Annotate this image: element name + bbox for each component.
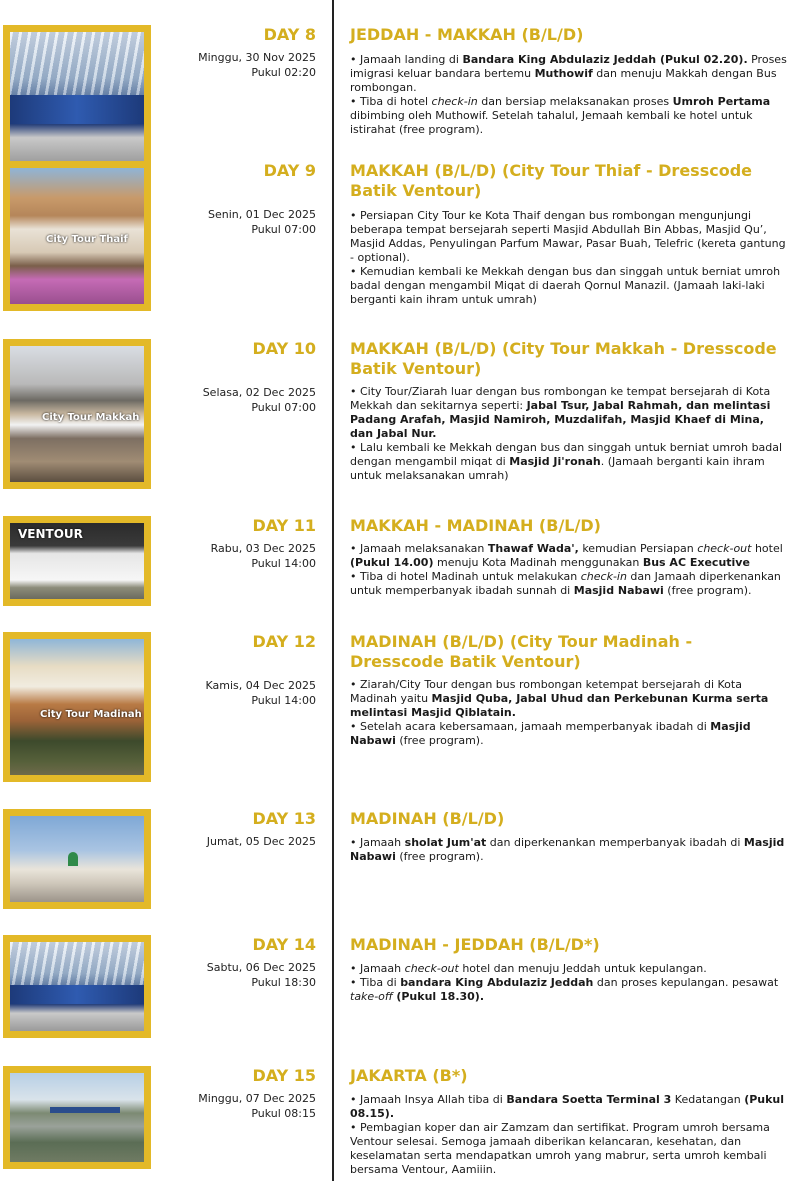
date-text: Sabtu, 06 Dec 2025 — [206, 961, 316, 974]
text-run: Thawaf Wada', — [487, 542, 579, 555]
bullet-point — [350, 570, 790, 598]
bullet-point — [350, 542, 790, 570]
day-9-photo-frame — [3, 161, 151, 311]
text-run: hotel — [751, 542, 783, 555]
day-10-photo-frame — [3, 339, 151, 489]
text-run: • Jamaah melaksanakan — [350, 542, 488, 555]
text-run: dan menuju Makkah dengan Bus rombongan. — [350, 67, 777, 94]
text-run: Masjid Nabawi — [350, 836, 785, 863]
date-text: Senin, 01 Dec 2025 — [207, 208, 316, 221]
day-description — [350, 53, 790, 137]
text-run: Masjid Nabawi — [350, 720, 751, 747]
text-run: • Kemudian kembali ke Mekkah dengan bus dan singgah untuk berniat umroh badal dengan mengambil Miqat di daerah Qornul Manazil. (Jamaah laki-laki berganti kain ihram untuk umrah) — [350, 265, 781, 306]
city-tour-madinah-image — [10, 639, 144, 775]
day-title: MADINAH (B/L/D) (City Tour Madinah - Dresscode Batik Ventour) — [350, 632, 693, 671]
text-run: Masjid Quba, Jabal Uhud dan Perkebunan Kurma serta melintasi Masjid Qiblatain. — [350, 692, 769, 719]
bullet-point — [350, 1093, 790, 1121]
day-14-photo-frame — [3, 935, 151, 1038]
text-run: • Pembagian koper dan air Zamzam dan sertifikat. Program umroh bersama Ventour selesai. Semoga jamaah diberikan kelancaran, kesehatan, dan keselamatan serta mendapatkan umroh yang mabrur, serta umroh kembali bersama Ventour, Aamiiin. — [350, 1121, 770, 1176]
bullet-point — [350, 265, 790, 307]
text-run: menuju Kota Madinah menggunakan — [433, 556, 643, 569]
text-run: dan bersiap melaksanakan proses — [477, 95, 673, 108]
airport-terminal-image — [10, 942, 144, 1031]
day-12-photo-frame — [3, 632, 151, 782]
time-text: Pukul 14:00 — [251, 694, 316, 707]
soetta-airport-image — [10, 1073, 144, 1162]
date-text: Minggu, 30 Nov 2025 — [198, 51, 316, 64]
timeline-divider — [332, 0, 334, 1181]
text-run: (free program). — [395, 734, 484, 747]
text-run: dan Jamaah diperkenankan untuk memperbanyak ibadah sunnah di — [350, 570, 781, 597]
text-run: (Pukul 08.15). — [350, 1093, 785, 1120]
day-label: DAY 13 — [252, 809, 316, 828]
day-title: MAKKAH - MADINAH (B/L/D) — [350, 516, 601, 535]
text-run: Kedatangan — [671, 1093, 745, 1106]
text-run: sholat Jum'at — [404, 836, 487, 849]
text-run: check-out — [404, 962, 459, 975]
day-description — [350, 962, 790, 1004]
text-run: Bandara Soetta Terminal 3 — [506, 1093, 672, 1106]
bullet-point — [350, 209, 790, 265]
day-label: DAY 8 — [263, 25, 316, 44]
text-run: • Ziarah/City Tour dengan bus rombongan ketempat bersejarah di Kota Madinah yaitu — [350, 678, 742, 705]
date-text: Minggu, 07 Dec 2025 — [198, 1092, 316, 1105]
text-run: Proses imigrasi keluar bandara bertemu — [350, 53, 787, 80]
text-run: Bus AC Executive — [642, 556, 750, 569]
text-run: Masjid Nabawi — [573, 584, 664, 597]
city-tour-thaif-image — [10, 168, 144, 304]
image-caption: City Tour Thaif — [46, 234, 128, 245]
day-label: DAY 12 — [252, 632, 316, 651]
date-text: Kamis, 04 Dec 2025 — [205, 679, 316, 692]
day-date — [205, 678, 316, 708]
time-text: Pukul 14:00 — [251, 557, 316, 570]
day-label: DAY 10 — [252, 339, 316, 358]
image-caption: City Tour Madinah — [40, 709, 142, 720]
day-title: MADINAH (B/L/D) — [350, 809, 505, 828]
day-date — [207, 834, 316, 849]
day-description — [350, 678, 790, 748]
bullet-point — [350, 95, 790, 137]
bullet-point — [350, 976, 790, 1004]
text-run: check-out — [697, 542, 752, 555]
text-run: hotel dan menuju Jeddah untuk kepulangan. — [458, 962, 707, 975]
day-date — [203, 385, 316, 415]
text-run: Muthowif — [534, 67, 593, 80]
bullet-point — [350, 836, 790, 864]
day-8-photo-frame — [3, 25, 151, 171]
text-run: Masjid Ji'ronah — [509, 455, 601, 468]
day-11-photo-frame — [3, 516, 151, 606]
text-run: kemudian Persiapan — [578, 542, 698, 555]
text-run: • City Tour/Ziarah luar dengan bus rombongan ke tempat bersejarah di Kota Mekkah dan sekitarnya seperti: — [350, 385, 771, 412]
time-text: Pukul 08:15 — [251, 1107, 316, 1120]
bullet-point — [350, 385, 790, 441]
text-run: (Pukul 14.00) — [350, 556, 434, 569]
day-label: DAY 14 — [252, 935, 316, 954]
bullet-point — [350, 441, 790, 483]
bullet-point — [350, 53, 790, 95]
text-run: Bandara King Abdulaziz Jeddah (Pukul 02.20). — [462, 53, 748, 66]
day-13-photo-frame — [3, 809, 151, 909]
text-run: • Jamaah landing di — [350, 53, 463, 66]
bullet-point — [350, 1121, 790, 1177]
text-run: • Tiba di — [350, 976, 401, 989]
day-label: DAY 15 — [252, 1066, 316, 1085]
day-label: DAY 9 — [263, 161, 316, 180]
text-run: . (Jamaah berganti kain ihram untuk melaksanakan umrah) — [350, 455, 765, 482]
text-run: Jabal Tsur, Jabal Rahmah, dan melintasi Padang Arafah, Masjid Namiroh, Muzdalifah, Masjid Khaef di Mina, dan Jabal Nur. — [350, 399, 771, 440]
text-run: • Tiba di hotel Madinah untuk melakukan — [350, 570, 581, 583]
text-run: • Setelah acara kebersamaan, jamaah memperbanyak ibadah di — [350, 720, 711, 733]
text-run: dan diperkenankan memperbanyak ibadah di — [486, 836, 744, 849]
text-run: (free program). — [395, 850, 484, 863]
day-title: MAKKAH (B/L/D) (City Tour Thiaf - Dresscode Batik Ventour) — [350, 161, 752, 200]
text-run: (Pukul 18.30). — [396, 990, 485, 1003]
image-caption: City Tour Makkah — [42, 412, 140, 423]
text-run: • Lalu kembali ke Mekkah dengan bus dan singgah untuk berniat umroh badal dengan mengambil miqat di — [350, 441, 783, 468]
day-description — [350, 542, 790, 598]
airport-terminal-image — [10, 32, 144, 164]
bus-brand-logo: VENTOUR — [18, 527, 83, 541]
day-description — [350, 385, 790, 483]
day-date — [207, 960, 316, 990]
text-run: • Tiba di hotel — [350, 95, 432, 108]
text-run: Umroh Pertama — [672, 95, 771, 108]
text-run: • Persiapan City Tour ke Kota Thaif dengan bus rombongan mengunjungi beberapa tempat bersejarah seperti Masjid Abdullah Bin Abbas, Masjid Qu’, Masjid Addas, Penyulingan Parfum Mawar, Pasar Buah, Telefric (kereta gantung - optional). — [350, 209, 786, 264]
day-label: DAY 11 — [252, 516, 316, 535]
time-text: Pukul 07:00 — [251, 223, 316, 236]
city-tour-makkah-image — [10, 346, 144, 482]
text-run: dan proses kepulangan. pesawat — [593, 976, 779, 989]
day-date — [211, 541, 316, 571]
date-text: Jumat, 05 Dec 2025 — [206, 835, 316, 848]
text-run: check-in — [431, 95, 478, 108]
date-text: Rabu, 03 Dec 2025 — [210, 542, 316, 555]
day-15-photo-frame — [3, 1066, 151, 1169]
day-title: MAKKAH (B/L/D) (City Tour Makkah - Dresscode Batik Ventour) — [350, 339, 777, 378]
time-text: Pukul 02:20 — [251, 66, 316, 79]
time-text: Pukul 18:30 — [251, 976, 316, 989]
day-title: JEDDAH - MAKKAH (B/L/D) — [350, 25, 584, 44]
text-run: bandara King Abdulaziz Jeddah — [400, 976, 594, 989]
text-run: • Jamaah — [350, 836, 405, 849]
text-run: • Jamaah Insya Allah tiba di — [350, 1093, 507, 1106]
day-date — [198, 50, 316, 80]
time-text: Pukul 07:00 — [251, 401, 316, 414]
day-description — [350, 209, 790, 307]
day-date — [198, 1091, 316, 1121]
masjid-nabawi-image — [10, 816, 144, 902]
text-run: (free program). — [663, 584, 752, 597]
day-description — [350, 1093, 790, 1177]
bullet-point — [350, 678, 790, 720]
day-date — [208, 207, 316, 237]
ventour-bus-group-image — [10, 523, 144, 599]
bullet-point — [350, 720, 790, 748]
text-run: check-in — [580, 570, 627, 583]
day-title: JAKARTA (B*) — [350, 1066, 468, 1085]
text-run: dibimbing oleh Muthowif. Setelah tahalul, Jemaah kembali ke hotel untuk istirahat (free program). — [350, 109, 753, 136]
day-title: MADINAH - JEDDAH (B/L/D*) — [350, 935, 600, 954]
text-run: take-off — [350, 990, 393, 1003]
day-description — [350, 836, 790, 864]
bullet-point — [350, 962, 790, 976]
date-text: Selasa, 02 Dec 2025 — [202, 386, 316, 399]
text-run: • Jamaah — [350, 962, 405, 975]
